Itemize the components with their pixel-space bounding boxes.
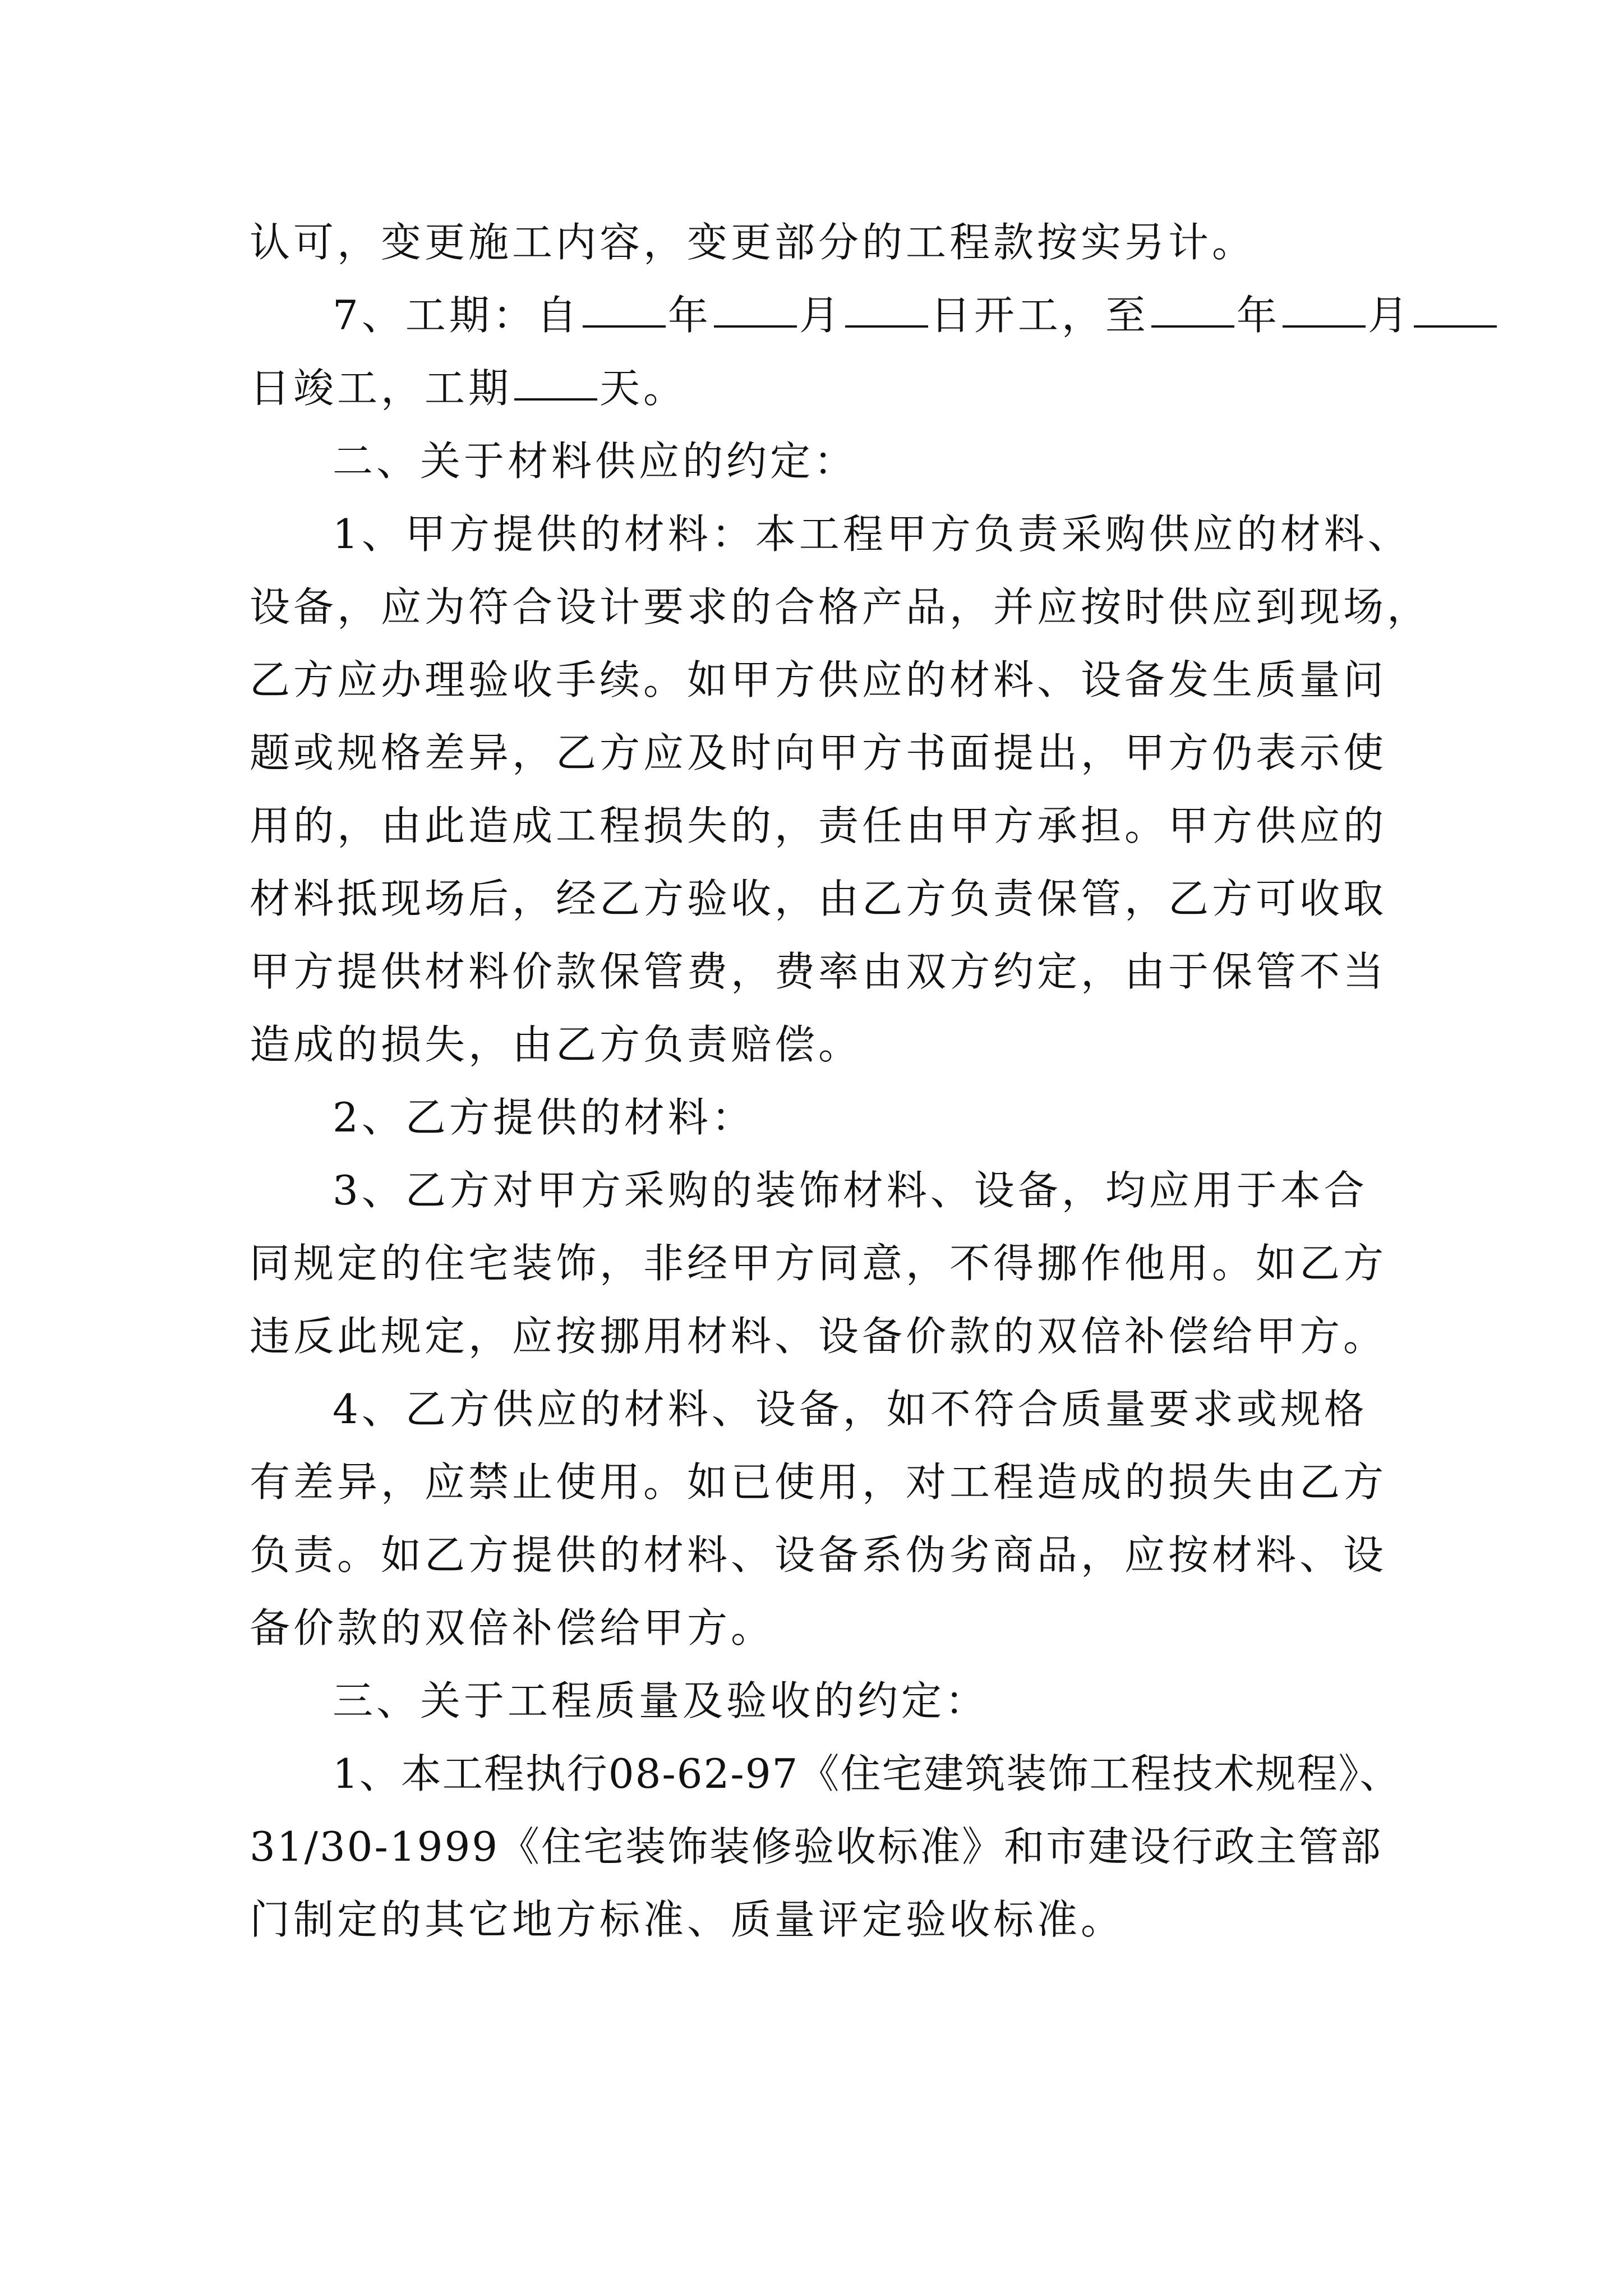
text-fragment: 7、工期：自 xyxy=(333,292,580,339)
text-line: 1、本工程执行08-62-97《住宅建筑装饰工程技术规程》、 xyxy=(333,1750,1401,1797)
text-line: 甲方提供材料价款保管费，费率由双方约定，由于保管不当 xyxy=(250,948,1387,995)
text-line-schedule xyxy=(333,282,1499,349)
blank-field xyxy=(1414,282,1497,328)
blank-field xyxy=(714,282,797,328)
text-line: 2、乙方提供的材料： xyxy=(333,1094,755,1141)
text-line: 造成的损失，由乙方负责赔偿。 xyxy=(250,1021,863,1068)
text-fragment: 日开工，至 xyxy=(930,292,1149,339)
section-heading: 二、关于材料供应的约定： xyxy=(333,438,858,485)
text-fragment: 月 xyxy=(1367,292,1412,339)
section-heading: 三、关于工程质量及验收的约定： xyxy=(333,1677,989,1724)
text-line: 违反此规定，应按挪用材料、设备价款的双倍补偿给甲方。 xyxy=(250,1313,1387,1360)
text-fragment: 月 xyxy=(799,292,843,339)
text-line: 材料抵现场后，经乙方验收，由乙方负责保管，乙方可收取 xyxy=(250,875,1387,922)
text-line: 设备，应为符合设计要求的合格产品，并应按时供应到现场， xyxy=(250,583,1431,631)
text-line: 负责。如乙方提供的材料、设备系伪劣商品，应按材料、设 xyxy=(250,1531,1387,1579)
text-line: 乙方应办理验收手续。如甲方供应的材料、设备发生质量问 xyxy=(250,656,1387,703)
blank-field xyxy=(583,282,666,328)
blank-field xyxy=(514,355,597,401)
text-line: 题或规格差异，乙方应及时向甲方书面提出，甲方仍表示使 xyxy=(250,729,1387,776)
text-line: 有差异，应禁止使用。如已使用，对工程造成的损失由乙方 xyxy=(250,1458,1387,1506)
text-fragment: 年 xyxy=(1236,292,1280,339)
text-line: 备价款的双倍补偿给甲方。 xyxy=(250,1604,775,1651)
text-line: 31/30-1999《住宅装饰装修验收标准》和市建设行政主管部 xyxy=(250,1823,1383,1870)
text-line: 4、乙方供应的材料、设备，如不符合质量要求或规格 xyxy=(333,1386,1368,1433)
text-fragment: 日竣工，工期 xyxy=(250,365,513,412)
blank-field xyxy=(1151,282,1234,328)
text-line: 门制定的其它地方标准、质量评定验收标准。 xyxy=(250,1896,1125,1943)
text-line: 用的，由此造成工程损失的，责任由甲方承担。甲方供应的 xyxy=(250,802,1387,849)
text-fragment: 年 xyxy=(667,292,712,339)
text-line-duration xyxy=(250,355,687,422)
text-line: 认可，变更施工内容，变更部分的工程款按实另计。 xyxy=(250,219,1256,266)
text-fragment: 天。 xyxy=(600,365,688,412)
text-line: 1、甲方提供的材料：本工程甲方负责采购供应的材料、 xyxy=(333,510,1412,558)
text-line: 3、乙方对甲方采购的装饰材料、设备，均应用于本合 xyxy=(333,1167,1368,1214)
blank-field xyxy=(1283,282,1366,328)
blank-field xyxy=(845,282,928,328)
text-line: 同规定的住宅装饰，非经甲方同意，不得挪作他用。如乙方 xyxy=(250,1240,1387,1287)
